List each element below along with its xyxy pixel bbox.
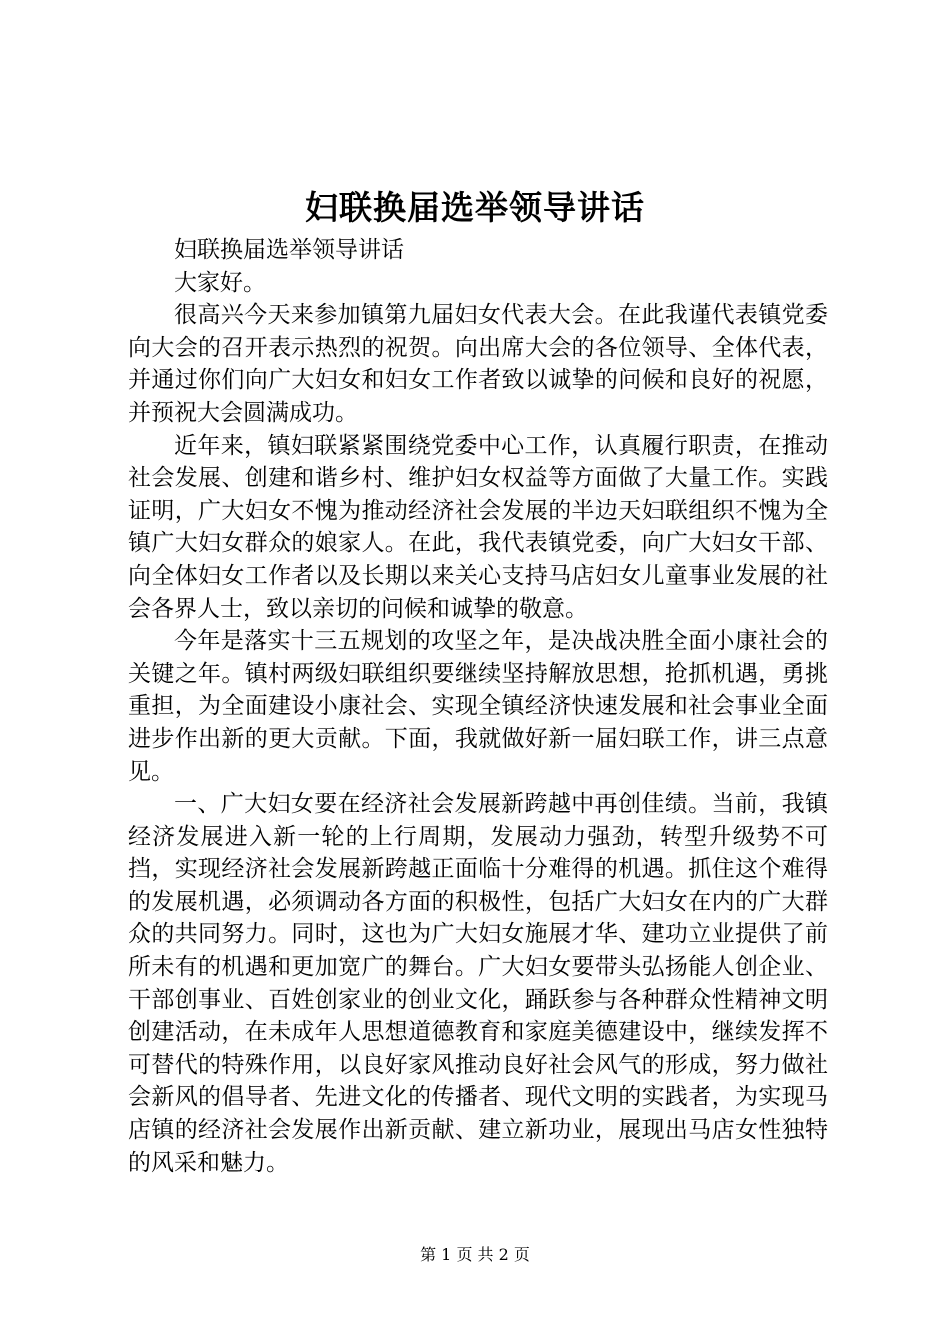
- paragraph-greeting: 大家好。: [174, 269, 266, 296]
- page-footer: 第 1 页 共 2 页: [420, 1245, 530, 1264]
- paragraph-subtitle: 妇联换届选举领导讲话: [174, 237, 404, 263]
- paragraph-opening: 很高兴今天来参加镇第九届妇女代表大会。在此我谨代表镇党委向大会的召开表示热烈的祝贺。向出席大会的各位领导、全体代表，并通过你们向广大妇女和妇女工作者致以诚挚的问候和良好的祝愿，并预祝大会圆满成功。: [128, 302, 828, 426]
- document-title: 妇联换届选举领导讲话: [305, 188, 645, 227]
- paragraph-point-one: 一、广大妇女要在经济社会发展新跨越中再创佳绩。当前，我镇经济发展进入新一轮的上行周期，发展动力强劲，转型升级势不可挡，实现经济社会发展新跨越正面临十分难得的机遇。抓住这个难得的发展机遇，必须调动各方面的积极性，包括广大妇女在内的广大群众的共同努力。同时，这也为广大妇女施展才华、建功立业提供了前所未有的机遇和更加宽广的舞台。广大妇女要带头弘扬能人创企业、干部创事业、百姓创家业的创业文化，踊跃参与各种群众性精神文明创建活动，在未成年人思想道德教育和家庭美德建设中，继续发挥不可替代的特殊作用，以良好家风推动良好社会风气的形成，努力做社会新风的倡导者、先进文化的传播者、现代文明的实践者，为实现马店镇的经济社会发展作出新贡献、建立新功业，展现出马店女性独特的风采和魅力。: [128, 791, 828, 1176]
- document-body: [128, 234, 828, 1179]
- paragraph-this-year: 今年是落实十三五规划的攻坚之年，是决战决胜全面小康社会的关键之年。镇村两级妇联组织要继续坚持解放思想，抢抓机遇，勇挑重担，为全面建设小康社会、实现全镇经济快速发展和社会事业全面进步作出新的更大贡献。下面，我就做好新一届妇联工作，讲三点意见。: [128, 628, 828, 785]
- paragraph-recent-years: 近年来，镇妇联紧紧围绕党委中心工作，认真履行职责，在推动社会发展、创建和谐乡村、维护妇女权益等方面做了大量工作。实践证明，广大妇女不愧为推动经济社会发展的半边天妇联组织不愧为全镇广大妇女群众的娘家人。在此，我代表镇党委，向广大妇女干部、向全体妇女工作者以及长期以来关心支持马店妇女儿童事业发展的社会各界人士，致以亲切的问候和诚挚的敬意。: [128, 432, 828, 622]
